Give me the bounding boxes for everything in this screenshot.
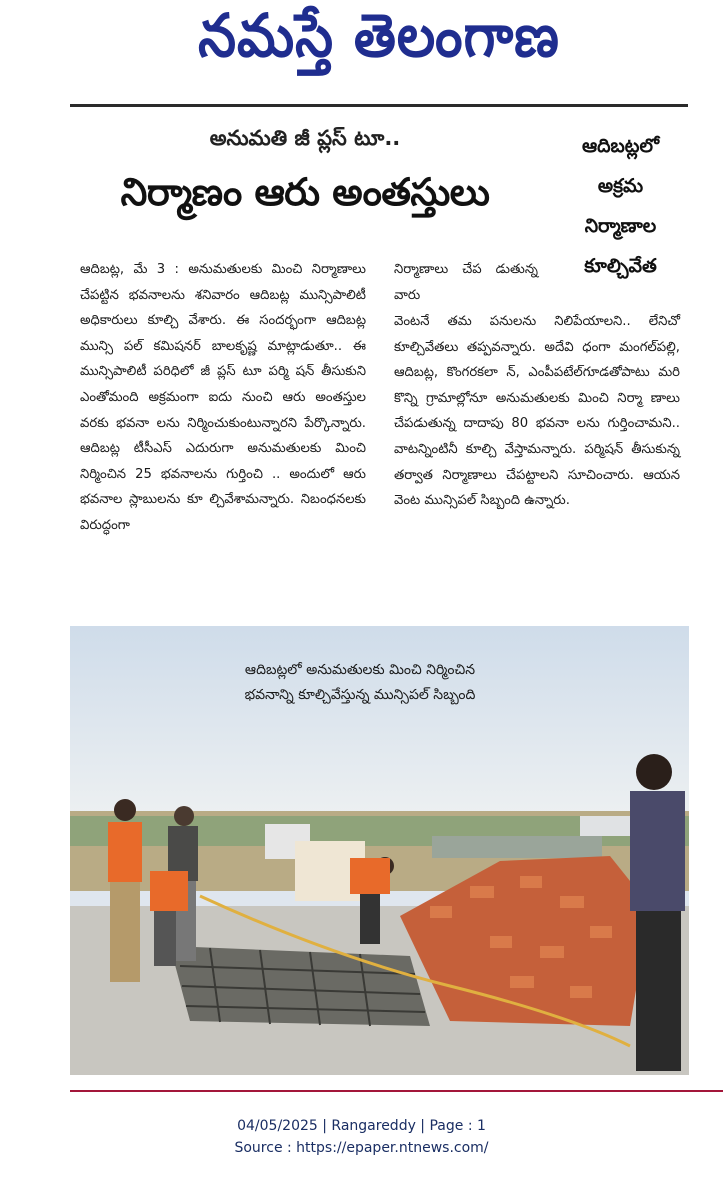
article-kicker: అనుమతి జీ ప్లస్ టూ.. xyxy=(209,126,401,150)
side-headline-line: నిర్మాణాల xyxy=(584,215,657,237)
article-column-2: వెంటనే తమ పనులను నిలిపేయాలని.. లేనిచో కూల్చివేతలు తప్పవన్నారు. అదేవి ధంగా మంగల్‌పల్లి, ఆదిబట్ల, కొంగరకలా న్, ఎంపీపటేల్‌గూడతోపాటు మరి కొన్ని గ్రామాల్లోనూ అనుమతులకు మించి నిర్మా ణాలు చేపడుతున్న దాదాపు 80 భవనా లను గుర్తించామని.. వాటన్నింటినీ కూల్చి వేస్తామన్నారు. పర్మిషన్ తీసుకున్న తర్వాత నిర్మాణాలు చేపట్టాలని సూచించారు. ఆయన వెంట మున్సిపల్ సిబ్బంది ఉన్నారు. xyxy=(394,314,680,509)
article-column-2-top: నిర్మాణాలు చేప డుతున్న వారు xyxy=(394,262,538,303)
article-column-1: ఆదిబట్ల, మే 3 : అనుమతులకు మించి నిర్మాణాలు చేపట్టిన భవనాలను శనివారం ఆదిబట్ల మున్సిపాలిటీ అధికారులు కూల్చి వేశారు. ఈ సందర్భంగా ఆదిబట్ల మున్సి పల్ కమిషనర్ బాలకృష్ణ మాట్లాడుతూ.. ఈ మున్సిపాలిటీ పరిధిలో జీ ప్లస్ టూ పర్మి షన్ తీసుకుని ఎంతోమంది అక్రమంగా ఐదు నుంచి ఆరు అంతస్తుల వరకు భవనా లను నిర్మించుకుంటున్నారని పేర్కొన్నారు. ఆదిబట్ల టీసీఎస్ ఎదురుగా అనుమతులకు మించి నిర్మించిన 25 భవనాలను గుర్తించి .. అందులో ఆరు భవనాల స్లాబులను కూ ల్చివేశామన్నారు. నిబంధనలకు విరుద్ధంగా xyxy=(80,262,366,533)
photo-caption-line: భవనాన్ని కూల్చివేస్తున్న మున్సిపల్ సిబ్బంది xyxy=(244,687,476,703)
header-divider xyxy=(70,104,688,107)
side-headline xyxy=(548,126,693,286)
side-headline-line: అక్రమ xyxy=(597,175,644,197)
side-headline-line: కూల్చివేత xyxy=(584,255,657,277)
edition-info: 04/05/2025 | Rangareddy | Page : 1 xyxy=(237,1118,486,1134)
photo-caption xyxy=(150,658,570,708)
footer-divider xyxy=(70,1090,723,1092)
article-headline: నిర్మాణం ఆరు అంతస్తులు xyxy=(120,170,490,214)
newspaper-masthead: నమస్తే తెలంగాణ xyxy=(198,0,560,70)
side-headline-line: ఆదిబట్లలో xyxy=(581,135,660,157)
photo-caption-line: ఆదిబట్లలో అనుమతులకు మించి నిర్మించిన xyxy=(244,662,476,678)
source-link[interactable]: Source : https://epaper.ntnews.com/ xyxy=(234,1140,489,1156)
